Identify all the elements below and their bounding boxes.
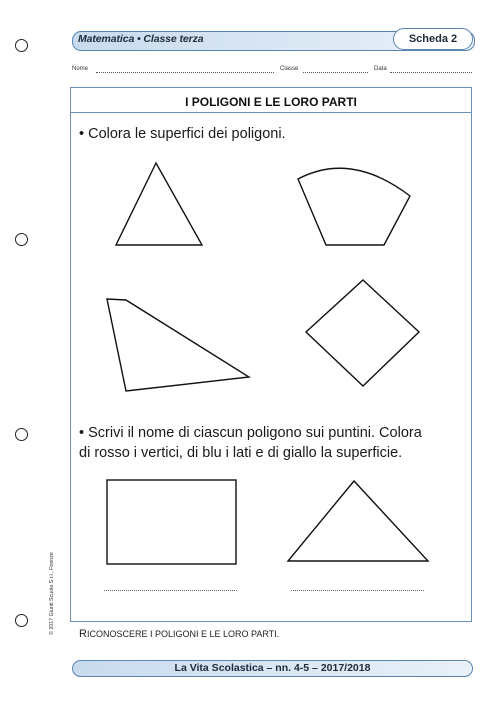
date-field[interactable] <box>390 72 472 73</box>
binder-hole-2 <box>15 233 28 246</box>
date-label: Data <box>374 66 387 72</box>
instruction-color-surfaces: • Colora le superfici dei poligoni. <box>79 126 286 142</box>
sector-quadrilateral-shape <box>298 168 410 245</box>
rectangle-shape <box>107 480 236 564</box>
instruction-name-polygons-line-2: di rosso i vertici, di blu i lati e di giallo la superficie. <box>79 445 403 461</box>
subject-title: Matematica • Classe terza <box>78 33 204 45</box>
instruction-name-polygons-line-1: • Scrivi il nome di ciascun poligono sui puntini. Colora <box>79 425 422 441</box>
learning-objective <box>79 628 279 640</box>
worksheet-title: I POLIGONI E LE LORO PARTI <box>185 95 357 109</box>
class-field[interactable] <box>303 72 368 73</box>
objective-initial: R <box>79 628 87 640</box>
irregular-quadrilateral-shape <box>107 299 249 391</box>
rhombus-shape <box>306 280 419 386</box>
worksheet-frame <box>70 87 472 640</box>
objective-text: ICONOSCERE I POLIGONI E LE LORO PARTI. <box>86 629 280 639</box>
name-field[interactable] <box>96 72 274 73</box>
answer-line-rectangle[interactable] <box>104 590 237 591</box>
binder-hole-1 <box>15 39 28 52</box>
student-fields <box>72 66 473 76</box>
sheet-number-tab: Scheda 2 <box>393 28 473 50</box>
binder-hole-3 <box>15 428 28 441</box>
name-label: Nome <box>72 66 89 72</box>
copyright-notice: © 2017 Giunti Scuola S.r.l., Firenze <box>49 552 55 635</box>
answer-line-triangle[interactable] <box>291 590 424 591</box>
footer-bar: La Vita Scolastica – nn. 4-5 – 2017/2018 <box>72 660 473 677</box>
class-label: Classe <box>280 66 299 72</box>
obtuse-triangle-shape <box>288 481 428 561</box>
binder-hole-4 <box>15 614 28 627</box>
triangle-shape <box>116 163 202 245</box>
polygons-drawing <box>71 88 473 623</box>
